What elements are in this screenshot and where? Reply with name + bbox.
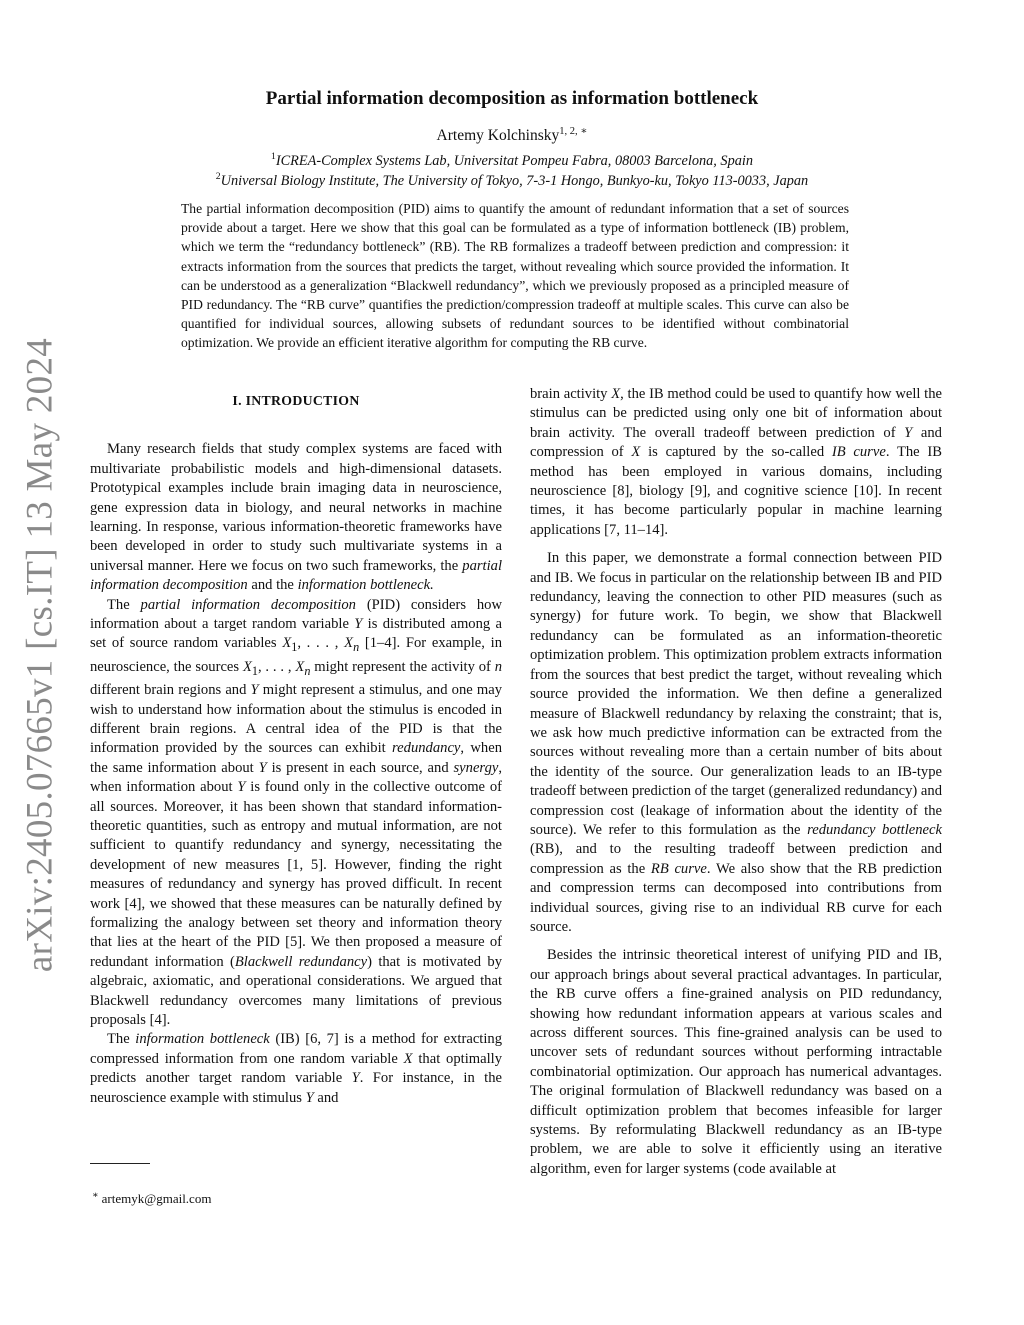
text-run: information bottleneck. xyxy=(297,577,434,594)
text-run: X xyxy=(282,635,292,652)
text-run: , when the same information about xyxy=(90,740,502,776)
text-run: X xyxy=(403,1050,413,1067)
text-run: Y xyxy=(250,682,259,699)
text-run: In this paper, we demonstrate a formal connection between PID and IB. We focus in particular on the relationship between IB and PID redundancy, leaving the connection to other PID measures (such as synergy) for future work. To begin, we show that Blackwell redundancy can be formulated as an information-theoretic optimization problem. This optimization problem extracts information from the sources that best predict the target, without revealing which source provided the information. We then define a generalized measure of Blackwell redundancy by relaxing the constraint; that is, we ask how much predictive information can be extracted from the sources without revealing more than a certain number of bits about the identity of the source. Our generalization leads to an IB-type tradeoff between prediction of the target (generalized redundancy) and compression cost (leakage of information about the identity of the source). We refer to this formulation as the xyxy=(530,550,942,838)
contribution-paragraph xyxy=(530,549,942,937)
arxiv-identifier-stamp xyxy=(0,337,80,973)
text-run: RB curve xyxy=(650,860,707,877)
text-run: . We also show that the RB prediction and compression terms can decomposed into contributions from individual sources, giving rise to an individual RB curve for each source. xyxy=(530,860,942,935)
text-run: , when information about xyxy=(90,759,502,796)
text-run: n xyxy=(353,640,360,655)
text-run: , the IB method could be used to quantify how well the stimulus can be predicted using only one bit of information about brain activity. The overall tradeoff between prediction of xyxy=(530,386,942,441)
text-run: is distributed among a set of source random variables xyxy=(90,616,502,652)
text-run: Besides the intrinsic theoretical interest of unifying PID and IB, our approach brings about several practical advantages. In particular, the RB curve offers a fine-grained analysis on PID redundancy, showing how redundant information appears at various scales and across different sources. This fine-grained analysis can be used to uncover sets of redundant sources without performing intractable combinatorial optimization. Our approach has numerical advantages. The original formulation of Blackwell redundancy was based on a difficult optimization problem that becomes infeasible for larger systems. By reformulating Blackwell redundancy as an IB-type problem, we are able to solve it efficiently using an iterative algorithm, even for larger systems (code available at xyxy=(530,947,942,1177)
pid-paragraph xyxy=(90,596,502,1031)
text-run: information bottleneck xyxy=(135,1031,270,1048)
text-run: might represent the activity of xyxy=(310,658,495,675)
text-run: [1–4]. For example, in neuroscience, the sources xyxy=(90,635,502,675)
text-run: brain activity xyxy=(530,386,612,402)
affiliation-2-text: Universal Biology Institute, The University of Tokyo, 7-3-1 Hongo, Bunkyo-ku, Tokyo 113-0033, Japan xyxy=(220,173,809,189)
text-run: different brain regions and xyxy=(90,682,251,699)
text-run: Blackwell redundancy xyxy=(234,953,368,970)
text-run: X xyxy=(631,444,641,461)
affiliations xyxy=(120,151,904,191)
abstract: The partial information decomposition (PID) aims to quantify the amount of redundant information that a set of sources provide about a target. Here we show that this goal can be formulated as a type of information bottleneck (IB) problem, which we term the “redundancy bottleneck” (RB). The RB formalizes a tradeoff between prediction and compression: it extracts information from the sources that predicts the target, without revealing which source provided the information. It can be understood as a generalization “Blackwell redundancy”, which we previously proposed as a principled measure of PID redundancy. The “RB curve” quantifies the prediction/compression tradeoff at multiple scales. This curve can also be quantified for individual sources, allowing subsets of redundant sources to be identified without combinatorial optimization. We provide an efficient iterative algorithm for computing the RB curve. xyxy=(181,201,849,351)
text-run: n xyxy=(304,663,311,678)
text-run: Y xyxy=(237,779,246,796)
text-run: is present in each source, and xyxy=(266,759,454,776)
text-run: and compression of xyxy=(530,424,942,461)
text-run: (RB), and to the resulting tradeoff between prediction and compression as the xyxy=(530,841,942,877)
text-run: might represent a stimulus, and one may wish to understand how information about the stimulus is encoded in different brain regions. A central idea of the PID is that the information provided by the sources can exhibit xyxy=(90,682,502,757)
text-run: Y xyxy=(305,1089,314,1106)
affiliation-1 xyxy=(120,151,904,171)
text-run: Y xyxy=(904,424,913,441)
text-run: Y xyxy=(258,759,267,776)
right-column xyxy=(530,385,942,1179)
text-run: is captured by the so-called xyxy=(640,444,832,461)
left-column xyxy=(90,388,502,1108)
text-run: The xyxy=(107,1031,136,1048)
advantages-paragraph xyxy=(530,946,942,1179)
author-name: Artemy Kolchinsky xyxy=(436,127,560,144)
arxiv-identifier-text: arXiv:2405.07665v1 [cs.IT] 13 May 2024 xyxy=(19,337,61,973)
text-run: 1 xyxy=(251,663,258,678)
intro-paragraph xyxy=(90,440,502,595)
text-run: redundancy bottleneck xyxy=(807,821,942,838)
text-run: Y xyxy=(354,616,363,633)
text-run: that optimally predicts another target random variable xyxy=(90,1050,502,1087)
ib-paragraph xyxy=(90,1030,502,1108)
affiliation-2-mark: 2 xyxy=(215,171,221,183)
text-run: X xyxy=(344,635,354,652)
text-run: (IB) [6, 7] is a method for extracting compressed information from one random variable xyxy=(90,1031,502,1067)
text-run: The xyxy=(107,596,141,613)
section-heading-introduction: I. INTRODUCTION xyxy=(232,393,360,408)
text-run: X xyxy=(242,658,252,675)
affiliation-1-text: ICREA-Complex Systems Lab, Universitat Pompeu Fabra, 08003 Barcelona, Spain xyxy=(275,153,754,169)
footnote xyxy=(92,1191,211,1207)
text-run: Many research fields that study complex systems are faced with multivariate probabilistic models and high-dimensional datasets. Prototypical examples include brain imaging data in neuroscience, gene expression data in biology, and neural networks in machine learning. In response, various information-theoretic frameworks have been developed in order to study such multivariate systems in a universal manner. Here we focus on two such frameworks, the xyxy=(90,441,502,574)
ib-paragraph-continued xyxy=(530,385,942,540)
affiliation-1-mark: 1 xyxy=(270,151,276,163)
text-run: synergy xyxy=(453,759,499,776)
text-run: (PID) considers how information about a target random variable xyxy=(90,596,502,633)
text-run: and xyxy=(313,1089,339,1106)
text-run: is found only in the collective outcome of all sources. Moreover, it has been shown that standard information-theoretic quantities, such as entropy and mutual information, are not sufficient to quantify redundancy and synergy, necessitating the development of new measures [1, 5]. However, finding the right measures of redundancy and synergy has proved difficult. In recent work [4], we showed that these measures can be naturally defined by formalizing the analogy between set theory and information theory that lies at the heart of the PID [5]. We then proposed a measure of redundant information ( xyxy=(90,779,502,970)
text-run: IB curve xyxy=(831,444,886,461)
affiliation-2 xyxy=(120,171,904,191)
text-run: . The IB method has been employed in various domains, including neuroscience [8], biology [9], and cognitive science [10]. In recent times, it has become particularly popular in machine learning applications [7, 11–14]. xyxy=(530,444,942,538)
text-run: partial information decomposition xyxy=(90,557,502,594)
text-run: . For instance, in the neuroscience example with stimulus xyxy=(90,1070,502,1106)
text-run: X xyxy=(295,658,305,675)
author-affiliation-marks: 1, 2, ∗ xyxy=(559,125,588,137)
author-line xyxy=(120,127,904,145)
text-run: X xyxy=(611,386,621,402)
text-run: n xyxy=(494,658,503,675)
paper-title: Partial information decomposition as information bottleneck xyxy=(265,88,759,109)
text-run: 1 xyxy=(291,640,298,655)
footnote-mark: ∗ xyxy=(92,1189,99,1201)
text-run: ) that is motivated by algebraic, axiomatic, and operational considerations. We argued that Blackwell redundancy overcomes many limitations of previous proposals [4]. xyxy=(90,953,502,1028)
text-run: , . . . , xyxy=(257,658,296,675)
text-run: , . . . , xyxy=(297,635,345,652)
text-run: and the xyxy=(247,577,298,594)
footnote-email: artemyk@gmail.com xyxy=(101,1191,212,1206)
footnote-divider xyxy=(90,1163,150,1164)
text-run: redundancy xyxy=(392,740,461,757)
text-run: partial information decomposition xyxy=(140,596,356,613)
text-run: Y xyxy=(351,1070,360,1087)
